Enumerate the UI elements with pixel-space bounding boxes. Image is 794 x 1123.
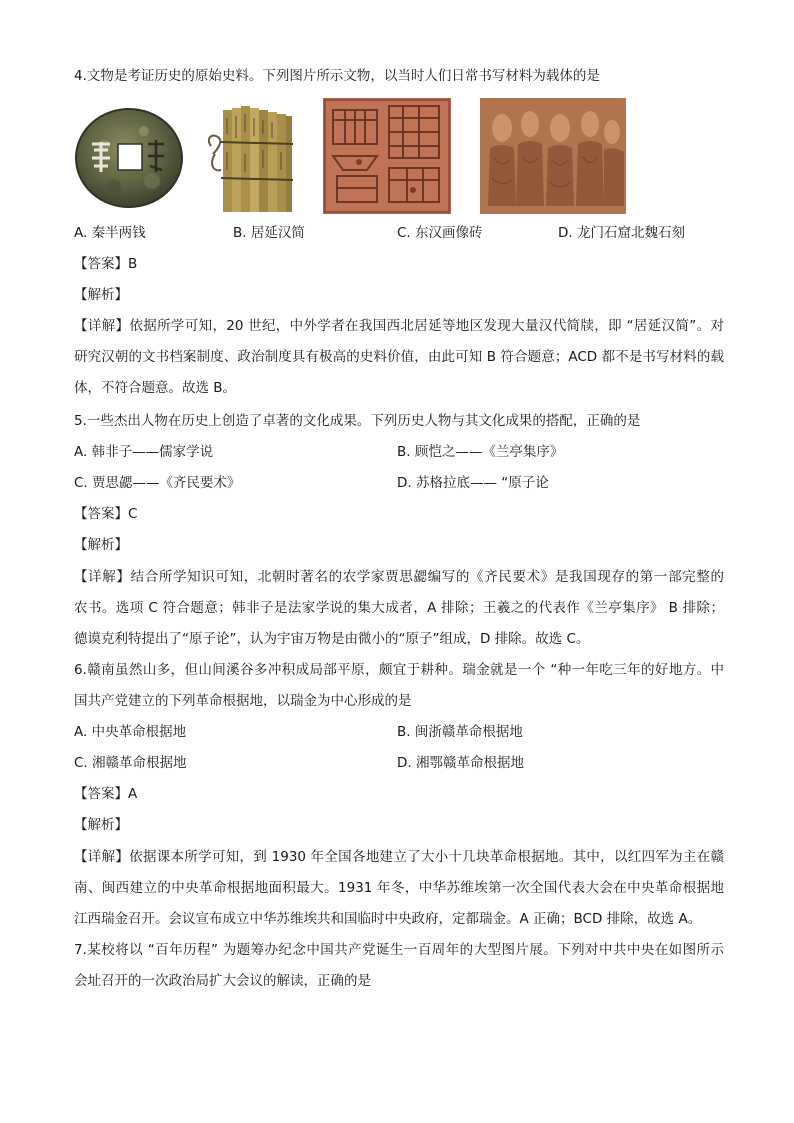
q6-option-a: A. 中央革命根据地: [74, 724, 187, 740]
q5-option-a: A. 韩非子——儒家学说: [74, 444, 214, 460]
q4-option-d: D. 龙门石窟北魏石刻: [558, 225, 685, 241]
q6-stem-line: 6.赣南虽然山多，但山间溪谷多冲积成局部平原，颇宜于耕种。瑞金就是一个 “种一年吃三年的好地方。中: [74, 662, 724, 678]
q4-option-b: B. 居延汉简: [233, 225, 305, 241]
q5-stem: 5.一些杰出人物在历史上创造了卓著的文化成果。下列历史人物与其文化成果的搭配，正确的是: [74, 413, 641, 429]
q4-option-c: C. 东汉画像砖: [397, 225, 483, 241]
q6-answer: 【答案】A: [74, 786, 138, 802]
q4-stem: 4.文物是考证历史的原始史料。下列图片所示文物，以当时人们日常书写材料为载体的是: [74, 68, 600, 84]
q5-detail-line: 德谟克利特提出了“原子论”，认为宇宙万物是由微小的“原子”组成，D 排除。故选 C。: [74, 631, 590, 647]
q6-detail-line: 南、闽西建立的中央革命根据地面积最大。1931 年冬，中华苏维埃第一次全国代表大会在中央革命根据地: [74, 880, 724, 896]
q4-detail-line: 研究汉朝的文书档案制度、政治制度具有极高的史料价值，由此可知 B 符合题意；ACD 都不是书写材料的载: [74, 349, 724, 365]
q5-detail-line: 【详解】结合所学知识可知，北朝时著名的农学家贾思勰编写的《齐民要术》是我国现存的第一部完整的: [74, 569, 724, 585]
q6-option-c: C. 湘赣革命根据地: [74, 755, 187, 771]
q4-answer: 【答案】B: [74, 256, 138, 272]
q7-stem-line: 7.某校将以 “百年历程” 为题筹办纪念中国共产党诞生一百周年的大型图片展。下列对中共中央在如图所示: [74, 942, 724, 958]
longmen-northern-wei-carving-image: [480, 98, 626, 214]
q6-option-d: D. 湘鄂赣革命根据地: [397, 755, 524, 771]
q4-option-a: A. 秦半两钱: [74, 225, 146, 241]
q5-option-d: D. 苏格拉底—— “原子论: [397, 475, 549, 491]
q5-analysis-label: 【解析】: [74, 537, 128, 553]
q5-detail-line: 农书。选项 C 符合题意；韩非子是法家学说的集大成者，A 排除；王羲之的代表作《兰亭集序》 B 排除；: [74, 600, 724, 616]
q4-analysis-label: 【解析】: [74, 287, 128, 303]
juyan-han-slips-image: [205, 98, 295, 214]
q5-answer: 【答案】C: [74, 506, 138, 522]
q6-analysis-label: 【解析】: [74, 817, 128, 833]
q6-stem-line: 国共产党建立的下列革命根据地，以瑞金为中心形成的是: [74, 693, 412, 709]
q5-option-b: B. 顾恺之——《兰亭集序》: [397, 444, 564, 460]
qin-banliang-coin-image: [74, 106, 184, 209]
q4-detail-line: 体，不符合题意。故选 B。: [74, 380, 237, 396]
q7-stem-line: 会址召开的一次政治局扩大会议的解读，正确的是: [74, 973, 371, 989]
eastern-han-pictorial-brick-image: [323, 98, 451, 214]
q4-detail-line: 【详解】依据所学可知，20 世纪，中外学者在我国西北居延等地区发现大量汉代简牍，即 “居延汉简”。对: [74, 318, 724, 334]
q5-option-c: C. 贾思勰——《齐民要术》: [74, 475, 241, 491]
q6-detail-line: 江西瑞金召开。会议宣布成立中华苏维埃共和国临时中央政府，定都瑞金。A 正确；BCD 排除，故选 A。: [74, 911, 702, 927]
q6-detail-line: 【详解】依据课本所学可知，到 1930 年全国各地建立了大小十几块革命根据地。其中，以红四军为主在赣: [74, 849, 724, 865]
q6-option-b: B. 闽浙赣革命根据地: [397, 724, 523, 740]
